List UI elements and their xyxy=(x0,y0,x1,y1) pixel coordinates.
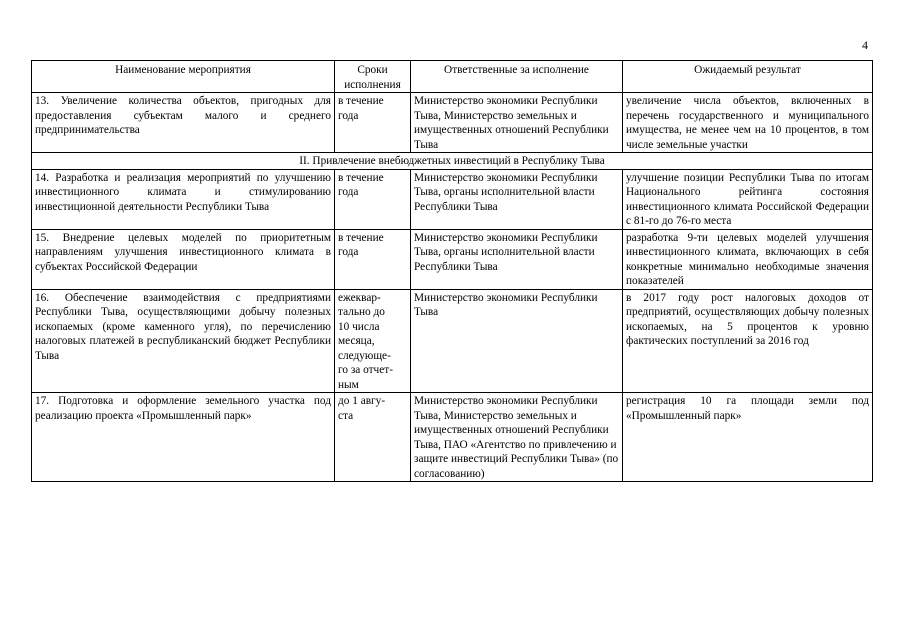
header-responsible: Ответственные за исполнение xyxy=(411,61,623,93)
term-cell: до 1 авгу- ста xyxy=(335,393,411,482)
responsible-cell: Министерство экономики Республики Тыва, органы исполнительной власти Республики Тыва xyxy=(411,229,623,289)
activity-cell: 13. Увеличение количества объектов, пригодных для предоставления субъектам малого и среднего предпринимательства xyxy=(32,93,335,153)
section-row xyxy=(32,153,873,170)
header-activity: Наименование мероприятия xyxy=(32,61,335,93)
result-cell: разработка 9-ти целевых моделей улучшения инвестиционного климата, включающих в себя конкретные минимально необходимые значения показателей xyxy=(623,229,873,289)
activity-cell: 16. Обеспечение взаимодействия с предприятиями Республики Тыва, осуществляющими добычу полезных ископаемых (кроме каменного угля), по перечислению налоговых платежей в республиканский бюджет Республики Тыва xyxy=(32,289,335,393)
result-cell: в 2017 году рост налоговых доходов от предприятий, осуществляющих добычу полезных ископаемых, на 5 процентов к уровню фактических поступлений за 2016 год xyxy=(623,289,873,393)
term-cell: в течение года xyxy=(335,169,411,229)
term-cell: ежеквар- тально до 10 числа месяца, следующе- го за отчет- ным xyxy=(335,289,411,393)
action-plan-table xyxy=(31,60,873,482)
table-header-row xyxy=(32,61,873,93)
section-title: II. Привлечение внебюджетных инвестиций в Республику Тыва xyxy=(32,153,873,170)
term-cell: в течение года xyxy=(335,93,411,153)
term-cell: в течение года xyxy=(335,229,411,289)
result-cell: улучшение позиции Республики Тыва по итогам Национального рейтинга состояния инвестиционного климата Российской Федерации с 81-го до 76-го места xyxy=(623,169,873,229)
activity-cell: 15. Внедрение целевых моделей по приоритетным направлениям улучшения инвестиционного климата в субъектах Российской Федерации xyxy=(32,229,335,289)
result-cell: увеличение числа объектов, включенных в перечень государственного и муниципального имущества, не менее чем на 10 процентов, в том числе земельные участки xyxy=(623,93,873,153)
table-row xyxy=(32,289,873,393)
responsible-cell: Министерство экономики Республики Тыва xyxy=(411,289,623,393)
responsible-cell: Министерство экономики Республики Тыва, органы исполнительной власти Республики Тыва xyxy=(411,169,623,229)
responsible-cell: Министерство экономики Республики Тыва, Министерство земельных и имущественных отношений Республики Тыва xyxy=(411,93,623,153)
header-term: Сроки исполнения xyxy=(335,61,411,93)
table-row xyxy=(32,229,873,289)
page-number: 4 xyxy=(862,38,868,52)
header-result: Ожидаемый результат xyxy=(623,61,873,93)
table-row xyxy=(32,393,873,482)
result-cell: регистрация 10 га площади земли под «Промышленный парк» xyxy=(623,393,873,482)
activity-cell: 14. Разработка и реализация мероприятий по улучшению инвестиционного климата и стимулированию инвестиционной деятельности Республики Тыва xyxy=(32,169,335,229)
table-row xyxy=(32,169,873,229)
responsible-cell: Министерство экономики Республики Тыва, Министерство земельных и имущественных отношений Республики Тыва, ПАО «Агентство по привлечению и защите инвестиций Республики Тыва» (по согласованию) xyxy=(411,393,623,482)
activity-cell: 17. Подготовка и оформление земельного участка под реализацию проекта «Промышленный парк» xyxy=(32,393,335,482)
table-row xyxy=(32,93,873,153)
